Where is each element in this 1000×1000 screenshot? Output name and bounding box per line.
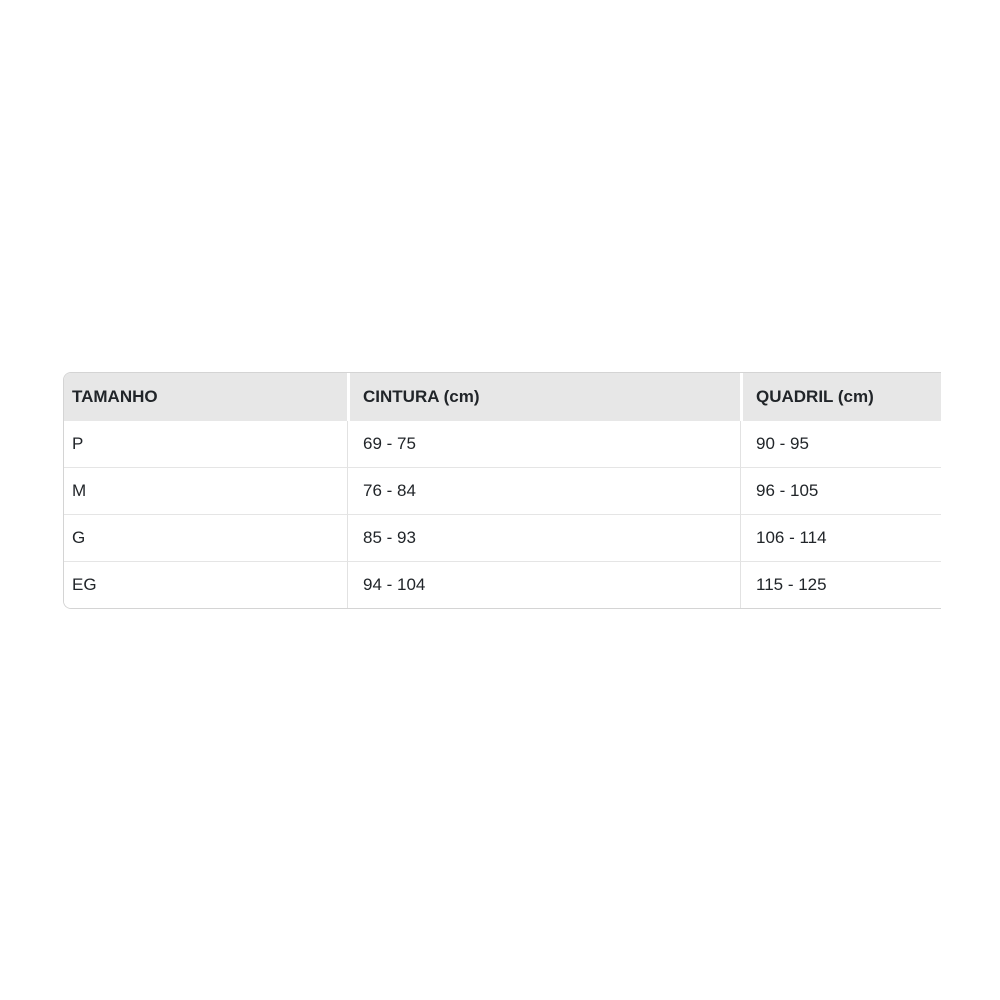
column-header-tamanho: TAMANHO: [64, 373, 347, 421]
size-cell: P: [64, 421, 347, 467]
hip-cell: 106 - 114: [740, 514, 941, 561]
waist-cell: 94 - 104: [347, 561, 740, 608]
size-cell: EG: [64, 561, 347, 608]
size-table-container: [63, 372, 941, 609]
size-cell: M: [64, 467, 347, 514]
column-header-quadril: QUADRIL (cm): [740, 373, 941, 421]
waist-cell: 76 - 84: [347, 467, 740, 514]
table-row-m: [64, 467, 941, 514]
size-chart-body: [64, 421, 941, 608]
table-row-g: [64, 514, 941, 561]
header-row: [64, 373, 941, 421]
hip-cell: 96 - 105: [740, 467, 941, 514]
hip-cell: 115 - 125: [740, 561, 941, 608]
size-chart-table: [64, 373, 941, 608]
waist-cell: 69 - 75: [347, 421, 740, 467]
size-cell: G: [64, 514, 347, 561]
column-header-cintura: CINTURA (cm): [347, 373, 740, 421]
hip-cell: 90 - 95: [740, 421, 941, 467]
waist-cell: 85 - 93: [347, 514, 740, 561]
size-chart-header: [64, 373, 941, 421]
table-row-p: [64, 421, 941, 467]
table-row-eg: [64, 561, 941, 608]
